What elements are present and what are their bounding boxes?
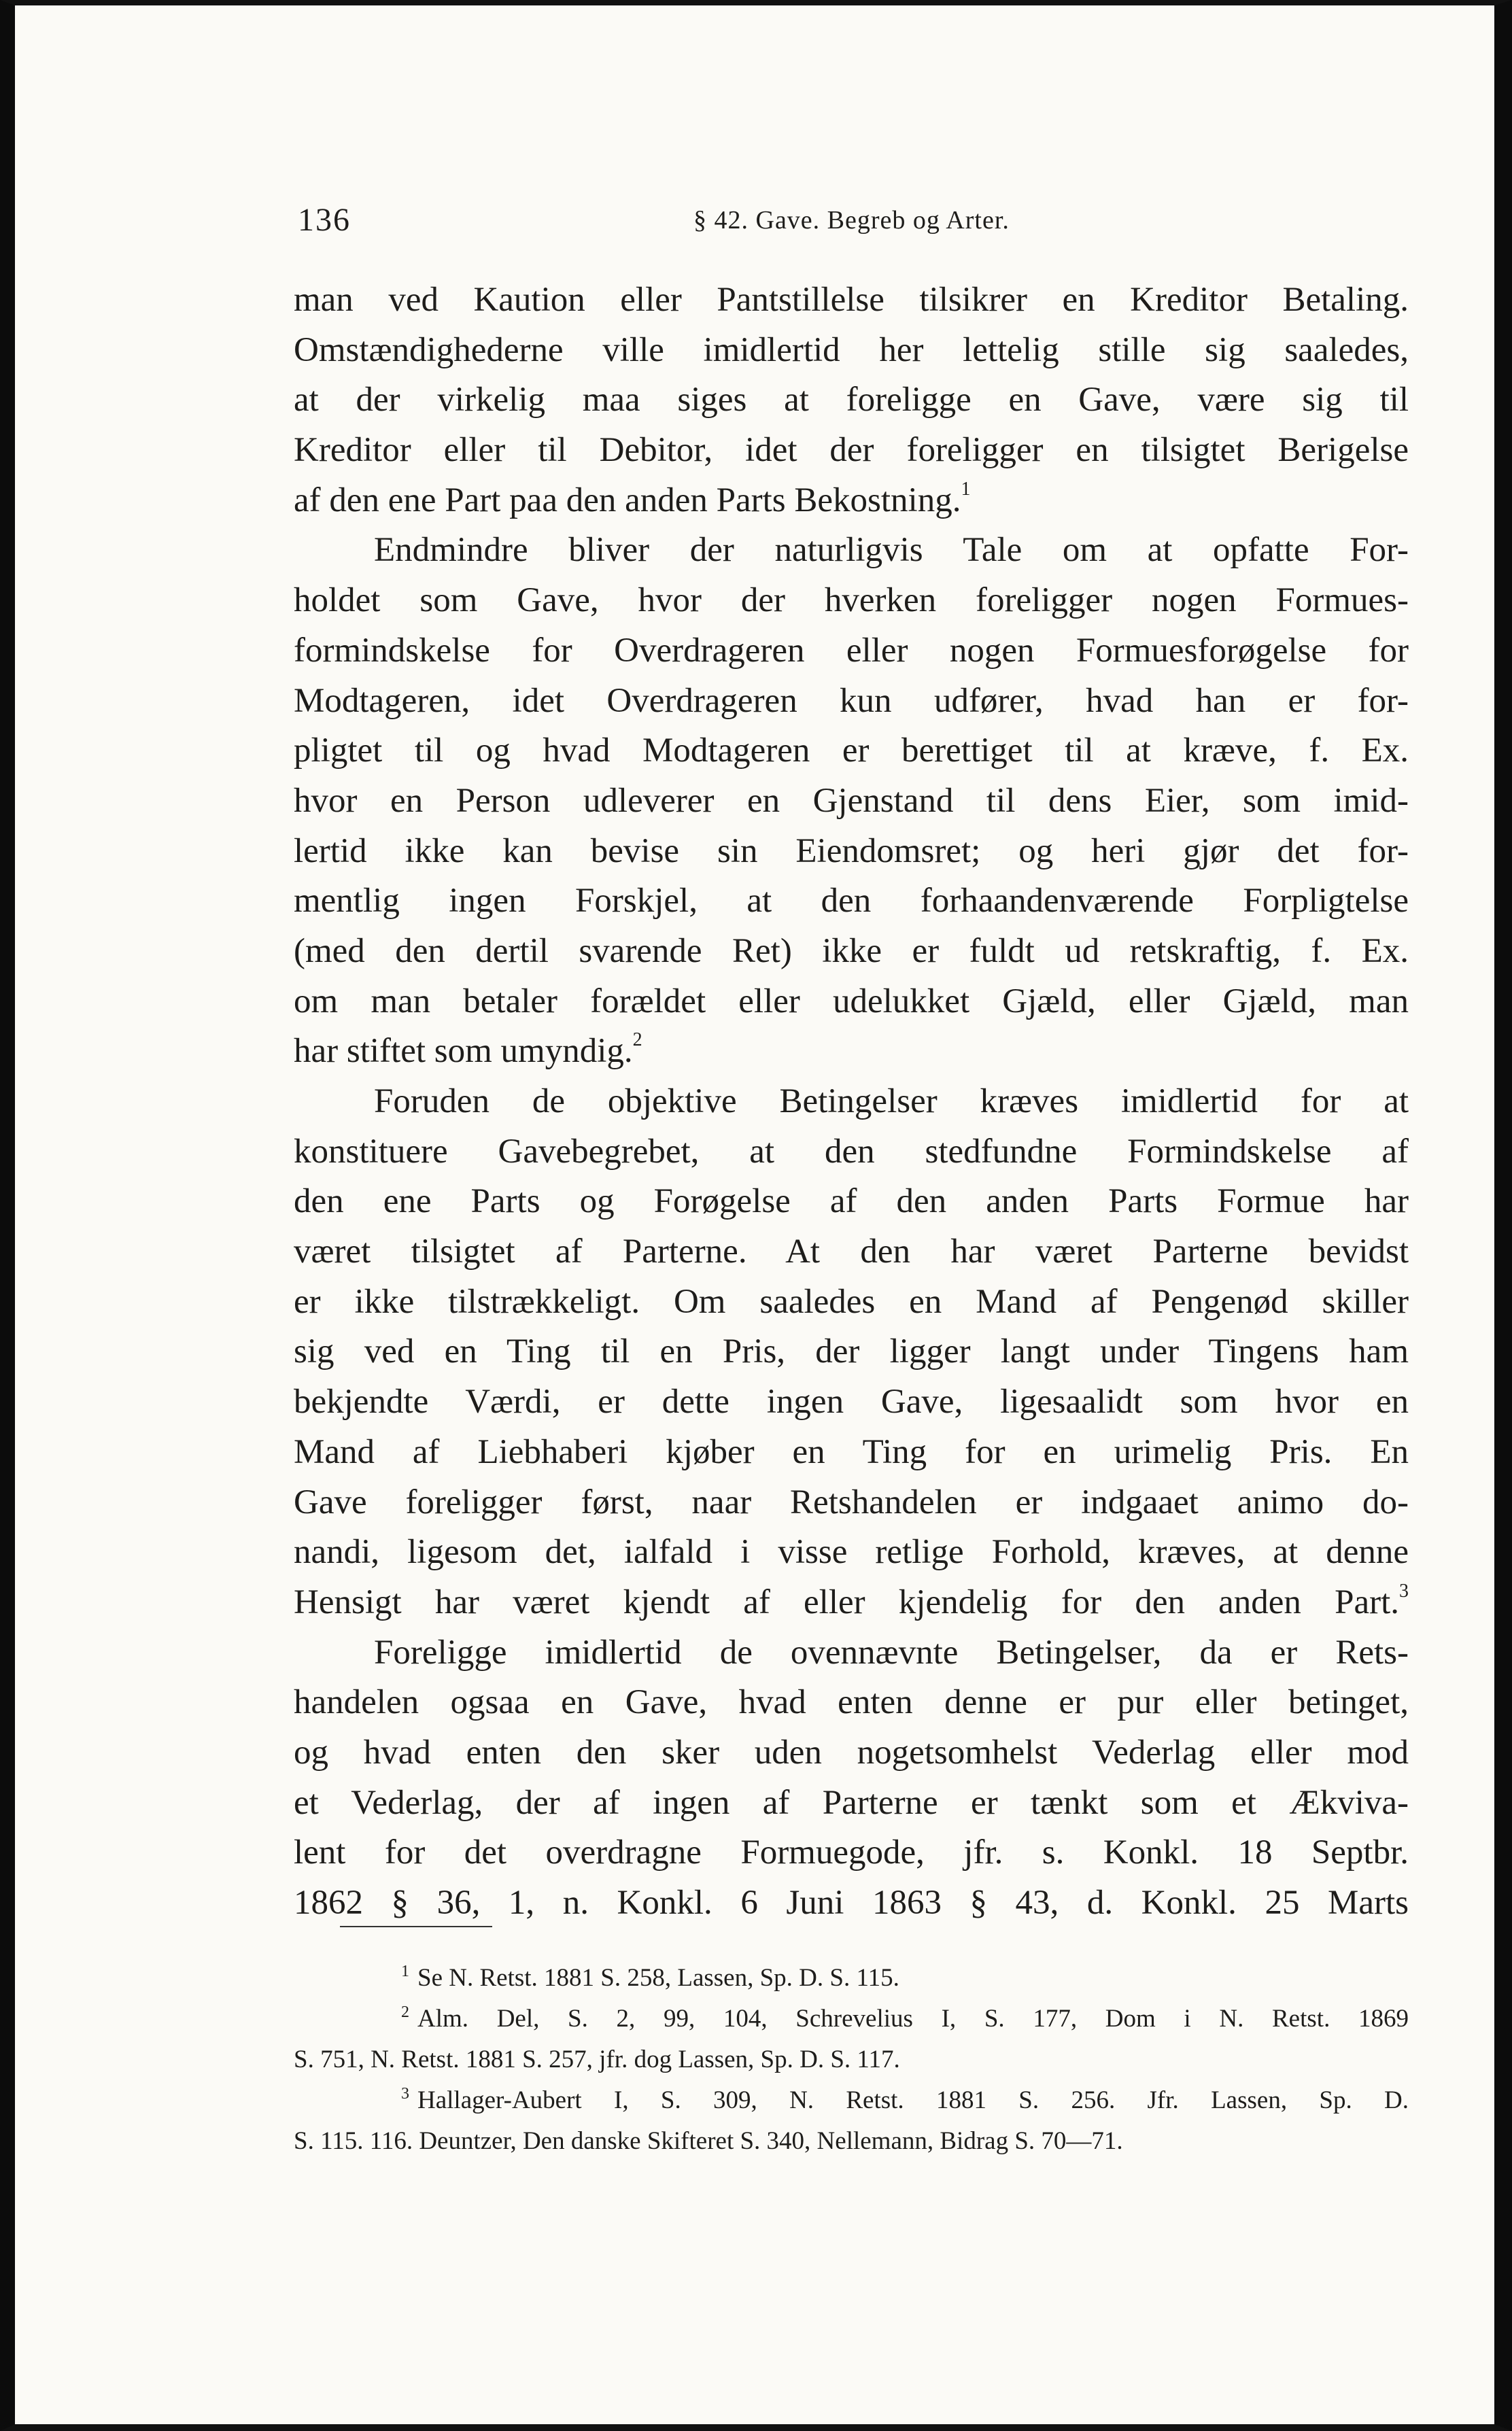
text-line: pligtet til og hvad Modtageren er berettiget til at kræve, f. Ex. [294,731,1409,770]
running-head: § 42. Gave. Begreb og Arter. [693,206,1010,235]
footnote-3-cont: S. 115. 116. Deuntzer, Den danske Skifteret S. 340, Nellemann, Bidrag S. 70—71. [294,2127,1123,2155]
text-line: et Vederlag, der af ingen af Parterne er tænkt som et Ækviva- [294,1783,1409,1822]
text-line: er ikke tilstrækkeligt. Om saaledes en Mand af Pengenød skiller [294,1282,1409,1321]
text-line: formindskelse for Overdrageren eller nogen Formuesforøgelse for [294,631,1409,670]
text-line: holdet som Gave, hvor der hverken foreligger nogen Formues- [294,581,1409,620]
text-line: 1862 § 36, 1, n. Konkl. 6 Juni 1863 § 43, d. Konkl. 25 Marts [294,1884,1409,1922]
paragraph-start: Foreligge imidlertid de ovennævnte Betingelser, da er Rets- [374,1633,1409,1672]
text-line: lent for det overdragne Formuegode, jfr. s. Konkl. 18 Septbr. [294,1833,1409,1872]
text-line: været tilsigtet af Parterne. At den har været Parterne bevidst [294,1232,1409,1271]
text-line: af den ene Part paa den anden Parts Bekostning.$^1$ [294,478,971,519]
text-line: mentlig ingen Forskjel, at den forhaandenværende Forpligtelse [294,882,1409,920]
text-line: bekjendte Værdi, er dette ingen Gave, ligesaalidt som hvor en [294,1383,1409,1421]
footnote-3: $^3$ Hallager-Aubert I, S. 309, N. Retst. 1881 S. 256. Jfr. Lassen, Sp. D. [401,2085,1409,2114]
paragraph-start: Endmindre bliver der naturligvis Tale om at opfatte For- [374,531,1409,570]
text-line: har stiftet som umyndig.$^2$ [294,1029,642,1071]
footnote-ref[interactable]: 1 [961,478,971,500]
text-line: handelen ogsaa en Gave, hvad enten denne er pur eller betinget, [294,1683,1409,1722]
text-line: Mand af Liebhaberi kjøber en Ting for en urimelig Pris. En [294,1432,1409,1471]
footnote-divider [340,1926,492,1927]
text-line: man ved Kaution eller Pantstillelse tilsikrer en Kreditor Betaling. [294,281,1409,319]
footnote-ref[interactable]: 2 [632,1029,642,1051]
text-line: lertid ikke kan bevise sin Eiendomsret; og heri gjør det for- [294,831,1409,870]
text-line: Modtageren, idet Overdrageren kun udfører, hvad han er for- [294,681,1409,720]
footnote-mark: 3 [401,2085,409,2103]
text-line: den ene Parts og Forøgelse af den anden Parts Formue har [294,1182,1409,1221]
text-line: konstituere Gavebegrebet, at den stedfundne Formindskelse af [294,1132,1409,1171]
paragraph-start: Foruden de objektive Betingelser kræves imidlertid for at [374,1082,1409,1120]
text-line: Kreditor eller til Debitor, idet der foreligger en tilsigtet Berigelse [294,431,1409,470]
text-line: Gave foreligger først, naar Retshandelen er indgaaet animo do- [294,1483,1409,1521]
footnotes [294,1958,1409,2162]
page-header [298,201,1413,242]
text-line: om man betaler forældet eller udelukket Gjæld, eller Gjæld, man [294,982,1409,1020]
footnote-ref[interactable]: 3 [1399,1580,1409,1602]
footnote-mark: 1 [401,1963,409,1980]
text-line: Omstændighederne ville imidlertid her lettelig stille sig saaledes, [294,330,1409,369]
body-text [294,275,1409,1929]
text-line: (med den dertil svarende Ret) ikke er fuldt ud retskraftig, f. Ex. [294,931,1409,970]
page-number: 136 [298,202,351,238]
text-line: sig ved en Ting til en Pris, der ligger langt under Tingens ham [294,1332,1409,1371]
footnote-2: $^2$ Alm. Del, S. 2, 99, 104, Schrevelius I, S. 177, Dom i N. Retst. 1869 [401,2003,1409,2033]
text-line: hvor en Person udleverer en Gjenstand til dens Eier, som imid- [294,781,1409,820]
footnote-1: $^1$ Se N. Retst. 1881 S. 258, Lassen, Sp. D. S. 115. [401,1963,899,1992]
text-line: nandi, ligesom det, ialfald i visse retlige Forhold, kræves, at denne [294,1533,1409,1572]
footnote-mark: 2 [401,2003,409,2021]
text-line: Hensigt har været kjendt af eller kjendelig for den anden Part.$^3$ [294,1580,1409,1621]
footnote-2-cont: S. 751, N. Retst. 1881 S. 257, jfr. dog Lassen, Sp. D. S. 117. [294,2046,900,2073]
text-line: at der virkelig maa siges at foreligge en Gave, være sig til [294,381,1409,419]
text-line: og hvad enten den sker uden nogetsomhelst Vederlag eller mod [294,1733,1409,1772]
